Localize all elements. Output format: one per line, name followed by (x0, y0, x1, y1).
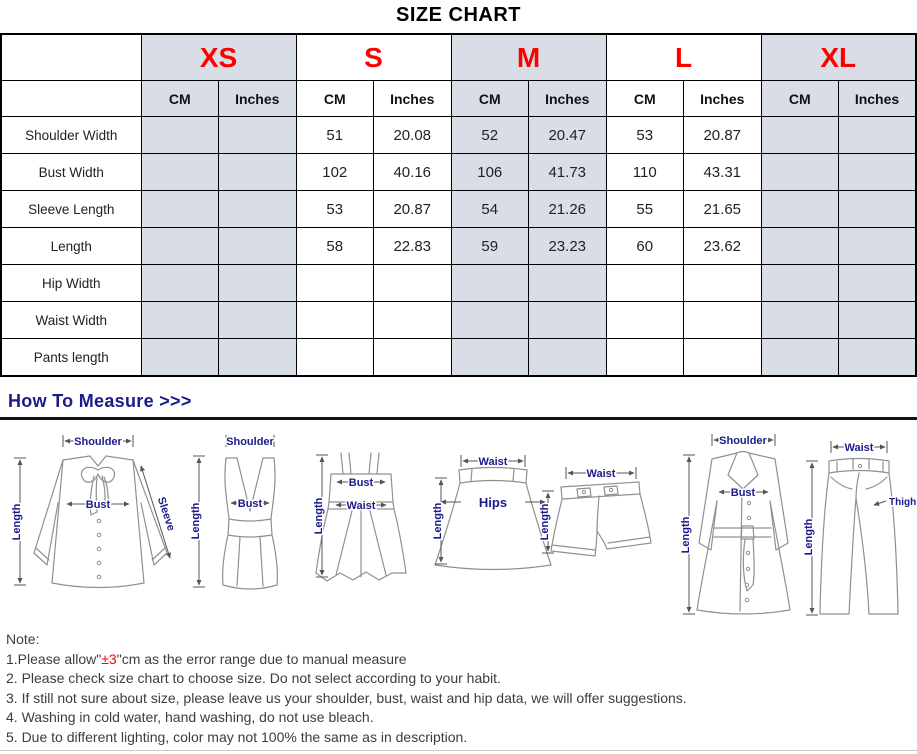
note-item-2: 2. Please check size chart to choose size. Do not select according to your habit. (6, 670, 501, 686)
table-row (1, 191, 916, 228)
unit-header-row (1, 81, 916, 117)
svg-text:Shoulder: Shoulder (74, 436, 122, 448)
row-label: Pants length (1, 339, 141, 377)
size-header-m: M (451, 34, 606, 81)
svg-text:Thigh: Thigh (889, 497, 917, 508)
value-cell (529, 265, 607, 302)
figure-coat (680, 434, 790, 614)
page-title: SIZE CHART (396, 4, 521, 26)
coat-outline (697, 452, 790, 615)
row-label: Length (1, 228, 141, 265)
shorts-outline (551, 482, 651, 556)
row-label: Shoulder Width (1, 117, 141, 154)
value-cell (451, 302, 529, 339)
shorts-waist-dimension (566, 467, 636, 480)
tank-top-shoulder-dimension (226, 435, 275, 448)
svg-text:Bust: Bust (85, 499, 111, 511)
value-cell (141, 302, 219, 339)
blouse-bust-dimension (67, 499, 129, 511)
blouse-outline (34, 456, 167, 588)
unit-header: Inches (839, 81, 917, 117)
value-cell: 55 (606, 191, 684, 228)
value-cell: 43.31 (684, 154, 762, 191)
value-cell (451, 339, 529, 377)
how-to-measure-heading: How To Measure >>> (8, 391, 192, 411)
unit-header: Inches (219, 81, 297, 117)
figure-blouse (11, 435, 177, 588)
svg-text:Bust: Bust (237, 498, 263, 510)
svg-text:Waist: Waist (478, 456, 508, 468)
unit-header: CM (451, 81, 529, 117)
note-item-1 (6, 650, 687, 670)
value-cell (839, 265, 917, 302)
value-cell (839, 154, 917, 191)
value-cell (606, 339, 684, 377)
svg-text:Shoulder: Shoulder (226, 436, 274, 448)
value-cell (296, 339, 374, 377)
note-item-4: 4. Washing in cold water, hand washing, do not use bleach. (6, 709, 374, 725)
value-cell (761, 302, 839, 339)
svg-text:Length: Length (539, 503, 551, 541)
cami-dress-outline (316, 453, 406, 581)
svg-text:Length: Length (803, 518, 815, 556)
value-cell: 20.87 (684, 117, 762, 154)
table-row (1, 265, 916, 302)
svg-text:Length: Length (680, 516, 692, 554)
size-chart-table (0, 33, 917, 377)
blouse-shoulder-dimension (63, 435, 133, 448)
svg-text:Length: Length (313, 497, 325, 535)
value-cell: 21.26 (529, 191, 607, 228)
tank-top-bust-dimension (231, 498, 269, 510)
svg-text:Length: Length (432, 502, 444, 540)
value-cell (219, 339, 297, 377)
skirt-waist-dimension (461, 455, 525, 468)
cami-dress-bust-dimension (337, 477, 385, 489)
skirt-outline (435, 468, 551, 570)
table-row (1, 117, 916, 154)
value-cell: 53 (296, 191, 374, 228)
value-cell: 21.65 (684, 191, 762, 228)
figure-skirt (432, 455, 551, 570)
row-label: Hip Width (1, 265, 141, 302)
how-to-measure-figures (0, 425, 917, 625)
size-header-xs: XS (141, 34, 296, 81)
bottom-divider (0, 750, 917, 751)
value-cell (761, 339, 839, 377)
svg-text:Bust: Bust (348, 477, 374, 489)
pants-outline (820, 459, 898, 615)
note-item-3: 3. If still not sure about size, please leave us your shoulder, bust, waist and hip data, we will offer suggestions. (6, 689, 687, 706)
blouse-length-dimension (11, 458, 26, 585)
size-header-row (1, 34, 916, 81)
svg-text:Waist: Waist (844, 442, 874, 454)
value-cell (296, 302, 374, 339)
corner-cell (1, 34, 141, 81)
value-cell (141, 117, 219, 154)
value-cell (141, 191, 219, 228)
unit-header: CM (761, 81, 839, 117)
svg-text:Length: Length (190, 502, 202, 540)
notes-section (6, 630, 687, 747)
table-row (1, 228, 916, 265)
figure-tank-top (190, 435, 277, 589)
value-cell: 23.62 (684, 228, 762, 265)
row-label: Sleeve Length (1, 191, 141, 228)
value-cell (374, 302, 452, 339)
note-1-prefix: 1.Please allow" (6, 650, 102, 667)
value-cell (606, 302, 684, 339)
pants-length-dimension (803, 461, 818, 615)
value-cell (529, 302, 607, 339)
value-cell: 102 (296, 154, 374, 191)
section-divider (0, 417, 917, 420)
row-label: Bust Width (1, 154, 141, 191)
value-cell: 20.47 (529, 117, 607, 154)
table-row (1, 154, 916, 191)
row-label: Waist Width (1, 302, 141, 339)
value-cell (839, 117, 917, 154)
unit-header: Inches (529, 81, 607, 117)
svg-text:Length: Length (11, 503, 23, 541)
value-cell (684, 339, 762, 377)
value-cell (839, 339, 917, 377)
coat-length-dimension (680, 455, 695, 614)
tank-top-length-dimension (190, 456, 205, 587)
value-cell: 40.16 (374, 154, 452, 191)
note-1-suffix: "cm as the error range due to manual measure (116, 650, 407, 667)
value-cell (606, 265, 684, 302)
figure-pants (803, 441, 916, 615)
value-cell: 51 (296, 117, 374, 154)
unit-header: CM (296, 81, 374, 117)
value-cell: 54 (451, 191, 529, 228)
value-cell: 52 (451, 117, 529, 154)
value-cell: 41.73 (529, 154, 607, 191)
value-cell (761, 265, 839, 302)
value-cell: 22.83 (374, 228, 452, 265)
size-header-xl: XL (761, 34, 916, 81)
size-header-s: S (296, 34, 451, 81)
value-cell: 58 (296, 228, 374, 265)
value-cell: 53 (606, 117, 684, 154)
size-header-l: L (606, 34, 761, 81)
coat-shoulder-dimension (712, 434, 775, 447)
value-cell (141, 265, 219, 302)
value-cell: 20.87 (374, 191, 452, 228)
value-cell: 110 (606, 154, 684, 191)
value-cell (839, 228, 917, 265)
value-cell (219, 302, 297, 339)
note-1-tolerance: ±3 (101, 650, 117, 667)
value-cell (219, 154, 297, 191)
table-row (1, 302, 916, 339)
value-cell (141, 228, 219, 265)
figure-cami-dress (313, 453, 406, 581)
unit-header: Inches (374, 81, 452, 117)
svg-text:Bust: Bust (730, 487, 756, 499)
tank-top-outline (223, 458, 278, 589)
unit-header: CM (606, 81, 684, 117)
value-cell (374, 265, 452, 302)
svg-text:Hips: Hips (478, 495, 508, 510)
value-cell: 60 (606, 228, 684, 265)
value-cell (761, 228, 839, 265)
pants-waist-dimension (831, 441, 887, 454)
corner-cell (1, 81, 141, 117)
value-cell (839, 302, 917, 339)
note-item-5: 5. Due to different lighting, color may not 100% the same as in description. (6, 728, 468, 745)
value-cell: 20.08 (374, 117, 452, 154)
blouse-sleeve-dimension (141, 466, 177, 558)
value-cell (839, 191, 917, 228)
value-cell: 59 (451, 228, 529, 265)
svg-text:Waist: Waist (346, 500, 376, 512)
value-cell (219, 191, 297, 228)
svg-text:Shoulder: Shoulder (719, 435, 767, 447)
unit-header: CM (141, 81, 219, 117)
value-cell (529, 339, 607, 377)
value-cell (761, 117, 839, 154)
unit-header: Inches (684, 81, 762, 117)
table-row (1, 339, 916, 377)
value-cell (684, 265, 762, 302)
value-cell (219, 265, 297, 302)
pants-thigh-dimension (874, 497, 916, 508)
value-cell: 106 (451, 154, 529, 191)
value-cell (296, 265, 374, 302)
value-cell (141, 339, 219, 377)
value-cell (451, 265, 529, 302)
value-cell (761, 154, 839, 191)
value-cell (141, 154, 219, 191)
value-cell (684, 302, 762, 339)
value-cell (374, 339, 452, 377)
value-cell (219, 228, 297, 265)
value-cell (761, 191, 839, 228)
value-cell (219, 117, 297, 154)
notes-heading: Note: (6, 631, 40, 647)
coat-bust-dimension (719, 487, 768, 499)
value-cell: 23.23 (529, 228, 607, 265)
svg-text:Sleeve: Sleeve (154, 495, 177, 533)
svg-text:Waist: Waist (586, 468, 616, 480)
figure-shorts (539, 467, 651, 556)
